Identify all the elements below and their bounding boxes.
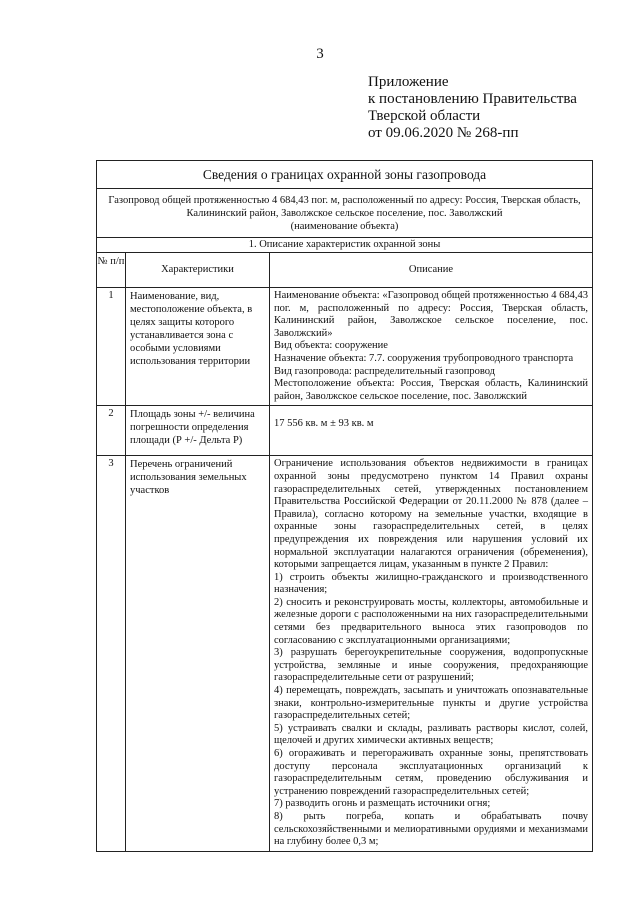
row-characteristic: Наименование, вид, местоположение объекта, в целях защиты которого устанавливается зона с особыми условиями использования территории — [126, 288, 270, 406]
appendix-line-3: Тверской области — [368, 108, 481, 124]
description-paragraph: 3) разрушать берегоукрепительные сооружения, водопропускные устройства, земляные и иные сооружения, предохраняющие газораспределительные сети от разрушений; — [274, 647, 588, 684]
row-characteristic: Перечень ограничений использования земельных участков — [126, 456, 270, 851]
row-characteristic: Площадь зоны +/- величина погрешности определения площади (Р +/- Дельта Р) — [126, 406, 270, 456]
protection-zone-table — [96, 160, 593, 852]
description-paragraph: 5) устраивать свалки и склады, разливать растворы кислот, солей, щелочей и других химически активных веществ; — [274, 722, 588, 747]
row-description: 17 556 кв. м ± 93 кв. м — [270, 406, 593, 456]
description-paragraph: 7) разводить огонь и размещать источники огня; — [274, 798, 491, 810]
appendix-header — [368, 74, 577, 142]
header-characteristics: Характеристики — [126, 253, 270, 288]
row-number: 1 — [97, 288, 126, 406]
object-name-caption: (наименование объекта) — [290, 221, 399, 232]
description-paragraph: Вид объекта: сооружение — [274, 340, 388, 352]
page-number: 3 — [316, 46, 324, 62]
appendix-line-1: Приложение — [368, 74, 449, 90]
description-paragraph: Назначение объекта: 7.7. сооружения трубопроводного транспорта — [274, 352, 574, 364]
row-description — [270, 456, 593, 851]
description-paragraph: 1) строить объекты жилищно-гражданского и производственного назначения; — [274, 571, 588, 596]
object-name-cell — [97, 189, 593, 238]
row-description — [270, 288, 593, 406]
section-title: 1. Описание характеристик охранной зоны — [97, 238, 593, 253]
object-name-line-2: Калининский район, Заволжское сельское поселение, пос. Заволжский — [186, 208, 503, 219]
appendix-line-2: к постановлению Правительства — [368, 91, 577, 107]
description-paragraph: Ограничение использования объектов недвижимости в границах охранной зоны предусмотрено пунктом 14 Правил охраны газораспределительных сетей, утвержденных постановлением Правительства Российской Федерации от 20.11.2000 № 878 (далее – Правила), согласно которому на земельные участки, входящие в охранные зоны газораспределительных сетей, в целях предупреждения их повреждения или нарушения условий их нормальной эксплуатации налагаются ограничения (обременения), которыми запрещается лицам, указанным в пункте 2 Правил: — [274, 458, 588, 571]
row-number: 2 — [97, 406, 126, 456]
description-paragraph: 4) перемещать, повреждать, засыпать и уничтожать опознавательные знаки, контрольно-измерительные пункты и другие устройства газораспределительных сетей; — [274, 685, 588, 722]
description-paragraph: Местоположение объекта: Россия, Тверская область, Калининский район, Заволжское сельское поселение, пос. Заволжский — [274, 378, 588, 402]
appendix-line-4: от 09.06.2020 № 268-пп — [368, 125, 519, 141]
table-row — [97, 456, 593, 851]
header-description: Описание — [270, 253, 593, 288]
header-num: № п/п — [97, 253, 126, 288]
table-title: Сведения о границах охранной зоны газопровода — [97, 161, 593, 189]
object-name-line-1: Газопровод общей протяженностью 4 684,43 пог. м, расположенный по адресу: Россия, Тверская область, — [108, 195, 581, 206]
description-paragraph: 6) огораживать и перегораживать охранные зоны, препятствовать доступу персонала эксплуатационных организаций к газораспределительным сетям, проведению обслуживания и устранению повреждений газораспределительных сетей; — [274, 748, 588, 797]
description-paragraph: Наименование объекта: «Газопровод общей протяженностью 4 684,43 пог. м, расположенный по адресу: Россия, Тверская область, Калининский район, Заволжское сельское поселение, пос. Заволжский» — [274, 290, 588, 339]
description-paragraph: Вид газопровода: распределительный газопровод — [274, 365, 496, 377]
description-paragraph: 2) сносить и реконструировать мосты, коллекторы, автомобильные и железные дороги с расположенными на них газораспределительными сетями без предварительного выноса этих газопроводов по согласованию с эксплуатационными организациями; — [274, 596, 588, 646]
table-row — [97, 288, 593, 406]
table-row — [97, 406, 593, 456]
row-number: 3 — [97, 456, 126, 851]
description-paragraph: 8) рыть погреба, копать и обрабатывать почву сельскохозяйственными и мелиоративными орудиями и механизмами на глубину более 0,3 м; — [274, 810, 588, 848]
